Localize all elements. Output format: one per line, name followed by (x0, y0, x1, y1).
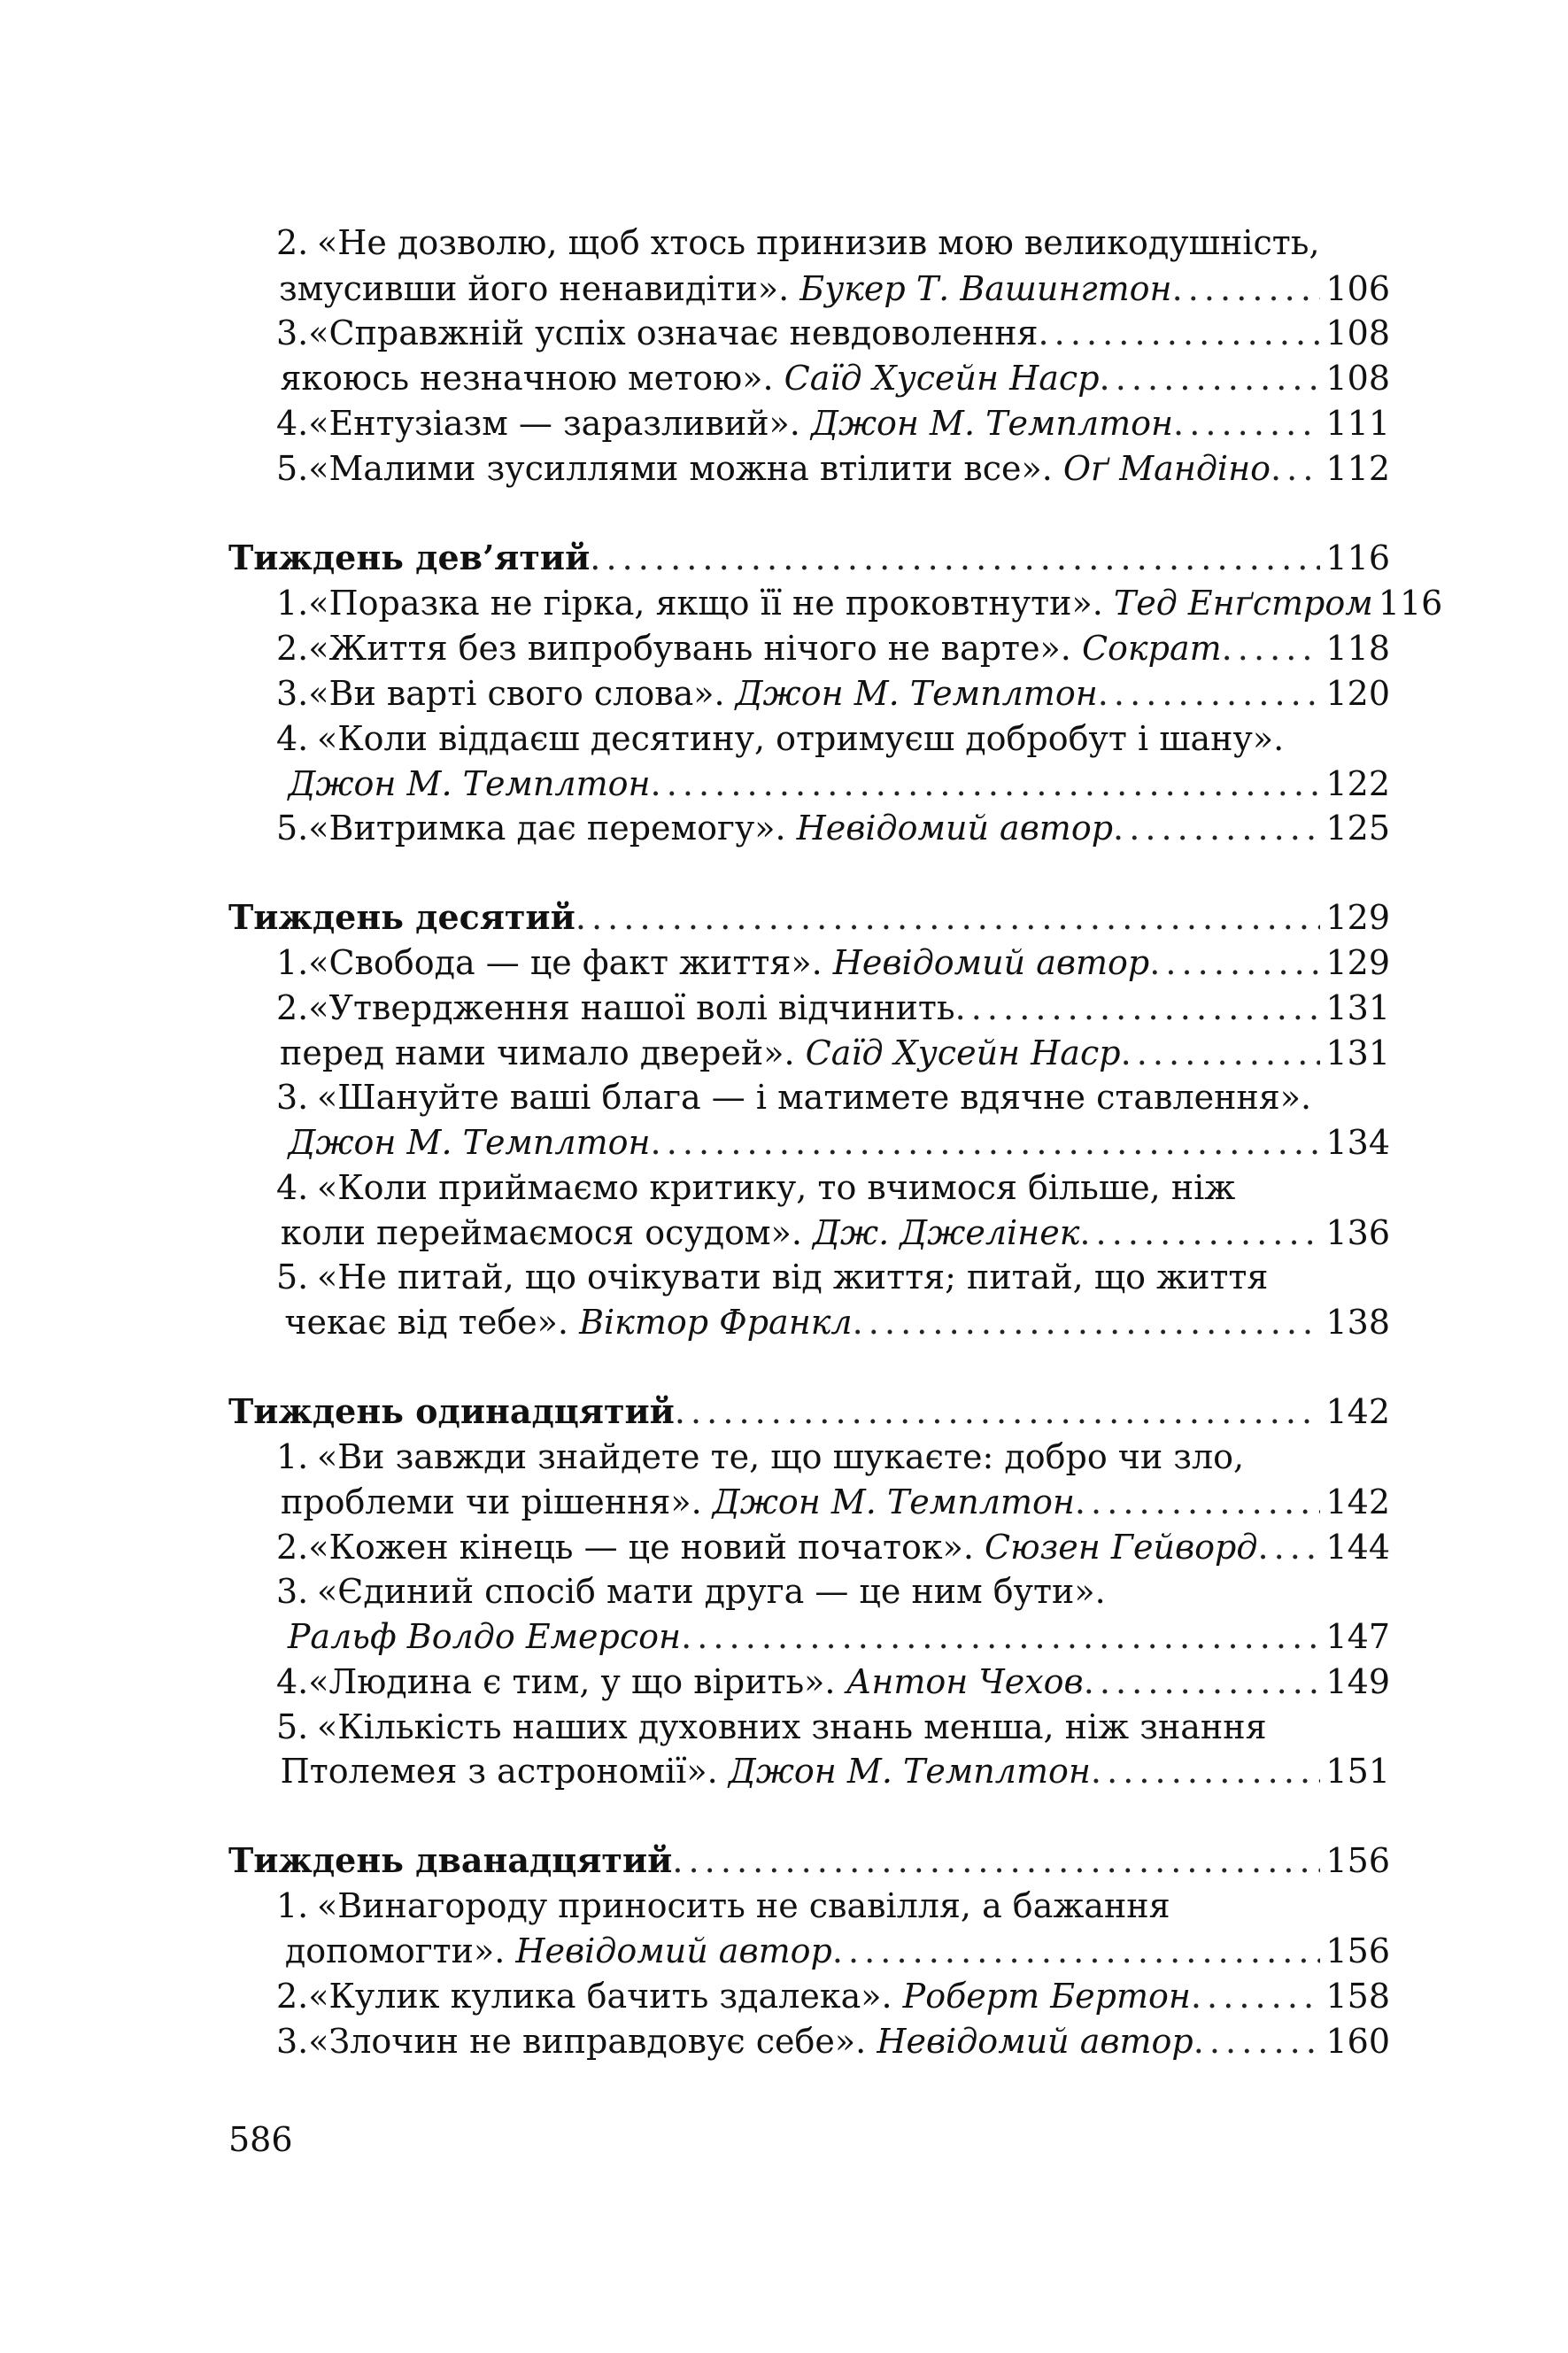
entry-text-group (281, 1748, 1091, 1794)
entry-quote: «Шануйте ваші блага — і матимете вдячне ставлення». (317, 1078, 1312, 1117)
entry-author: Тед Енґстром (1113, 584, 1373, 623)
entry-author: Оґ Мандіно (1062, 449, 1271, 488)
entry-author: Джон М. Темплтон (288, 1123, 651, 1162)
dot-leader (1039, 310, 1321, 356)
entry-page-number: 151 (1325, 1752, 1390, 1791)
toc-entry-line (276, 400, 1390, 446)
entry-text-group (308, 1659, 1083, 1705)
entry-text-group (281, 1210, 1080, 1256)
entry-text-group (317, 220, 1320, 266)
entry-page-number: 122 (1325, 764, 1390, 803)
entry-page-number: 118 (1325, 629, 1390, 668)
entry-number: 4. (276, 404, 309, 443)
toc-entry-line (276, 985, 1390, 1031)
dot-leader (1113, 805, 1320, 851)
entry-text-group (279, 266, 1172, 312)
toc-entry-line (276, 355, 1390, 401)
entry-page-number: 136 (1325, 1213, 1390, 1252)
entry-page-number: 112 (1325, 449, 1390, 488)
entry-quote: перед нами чимало дверей». (280, 1033, 806, 1072)
entry-page-number: 131 (1325, 1033, 1390, 1072)
entry-author: Саїд Хусейн Наср (784, 359, 1100, 398)
entry-text-group (288, 1119, 650, 1165)
week-title: Тиждень одинадцятий (228, 1391, 675, 1431)
entry-number: 1. (276, 1437, 309, 1476)
toc-entry-line (276, 1030, 1390, 1076)
entry-page-number: 158 (1325, 1977, 1390, 2016)
entry-page-number: 106 (1325, 269, 1390, 308)
entry-text-group (308, 805, 1113, 851)
entry-page-number: 131 (1325, 988, 1390, 1027)
entry-page-number: 138 (1325, 1303, 1390, 1342)
entry-page-number: 160 (1325, 2022, 1390, 2061)
entry-text-group (288, 1614, 681, 1660)
toc-entry-line (276, 310, 1390, 356)
toc-entry-line (276, 1659, 1390, 1705)
entry-quote: «Витримка дає перемогу». (308, 809, 797, 848)
toc-entry-line (276, 1883, 1390, 1929)
entry-quote: «Поразка не гірка, якщо її не проковтнути». (308, 584, 1114, 623)
dot-leader (1173, 400, 1320, 446)
toc-entry-line (276, 1614, 1390, 1660)
entry-text-group (308, 310, 1038, 356)
entry-author: Джон М. Темплтон (288, 764, 651, 803)
entry-author: Віктор Франкл (579, 1303, 853, 1342)
toc-entry-line (276, 1165, 1390, 1211)
toc-entry-line (276, 625, 1390, 671)
entry-author: Букер Т. Вашингтон (799, 269, 1172, 308)
entry-quote: «Кожен кінець — це новий початок». (308, 1528, 985, 1567)
entry-text-group (280, 355, 1099, 401)
entry-text-group (317, 1254, 1268, 1300)
entry-number: 2. (276, 988, 309, 1027)
entry-text-group (308, 940, 1149, 986)
entry-text-group (308, 580, 1373, 626)
page-number: 586 (228, 2120, 293, 2159)
entry-page-number: 116 (1325, 538, 1390, 577)
toc-entry-line (276, 1434, 1390, 1480)
entry-page-number: 129 (1325, 898, 1390, 937)
dot-leader (1222, 625, 1321, 671)
entry-text-group (280, 1030, 1121, 1076)
entry-author: Невідомий автор (832, 943, 1150, 982)
week-title: Тиждень дев’ятий (228, 538, 591, 577)
week-title: Тиждень дванадцятий (228, 1840, 673, 1880)
week-title: Тиждень десятий (228, 897, 575, 937)
entry-author: Джон М. Темплтон (712, 1482, 1075, 1521)
entry-quote: «Малими зусиллями можна втілити все». (308, 449, 1063, 488)
dot-leader (575, 894, 1321, 940)
entry-page-number: 156 (1325, 1931, 1390, 1970)
entry-number: 3. (276, 1572, 309, 1611)
dot-leader (651, 1119, 1321, 1165)
entry-author: Дж. Джелінек (813, 1213, 1080, 1252)
dot-leader (955, 985, 1321, 1031)
entry-quote: «Не питай, що очікувати від життя; питай, що життя (317, 1258, 1269, 1296)
entry-number: 3. (276, 313, 309, 352)
dot-leader (1100, 355, 1321, 401)
entry-text-group (308, 400, 1173, 446)
dot-leader (1079, 1210, 1320, 1256)
dot-leader (1075, 1479, 1321, 1525)
dot-leader (1149, 940, 1320, 986)
entry-number: 5. (276, 809, 309, 848)
toc-entry-line (276, 445, 1390, 491)
entry-text-group (317, 1165, 1235, 1211)
toc-entry-line (276, 1928, 1390, 1974)
entry-page-number: 149 (1325, 1662, 1390, 1701)
toc-entry-line (276, 1748, 1390, 1794)
toc-entry-line (276, 940, 1390, 986)
toc-entry-line (276, 580, 1443, 626)
entry-quote: чекає від тебе». (284, 1303, 580, 1342)
entry-text-group (284, 1299, 852, 1345)
entry-number: 1. (276, 1886, 309, 1925)
entry-quote: «Винагороду приносить не свавілля, а бажання (317, 1886, 1170, 1925)
entry-quote: «Кількість наших духовних знань менша, ніж знання (317, 1707, 1267, 1746)
toc-entry-line (276, 716, 1390, 762)
entry-number: 3. (276, 674, 309, 713)
toc-entry-line (276, 220, 1390, 266)
entry-text-group (308, 670, 1097, 716)
entry-quote: «Ви завжди знайдете те, що шукаєте: добро чи зло, (317, 1437, 1245, 1476)
entry-text-group (308, 2018, 1193, 2064)
entry-quote: «Справжній успіх означає невдоволення (308, 313, 1039, 352)
toc-week-heading (228, 894, 1390, 940)
toc-entry-line (276, 670, 1390, 716)
dot-leader (1121, 1030, 1321, 1076)
entry-quote: проблеми чи рішення». (280, 1482, 713, 1521)
entry-author: Антон Чехов (846, 1662, 1084, 1701)
dot-leader (1271, 445, 1320, 491)
dot-leader (672, 1838, 1320, 1884)
entry-quote: «Коли приймаємо критику, то вчимося більше, ніж (317, 1168, 1236, 1207)
entry-text-group (308, 985, 954, 1031)
entry-quote: Птолемея з астрономії». (280, 1752, 729, 1791)
entry-quote: «Людина є тим, у що вірить». (308, 1662, 846, 1701)
entry-author: Саїд Хусейн Наср (805, 1033, 1121, 1072)
entry-page-number: 108 (1325, 359, 1390, 398)
entry-author: Джон М. Темплтон (735, 674, 1098, 713)
entry-text-group (308, 1524, 1257, 1570)
toc-entry-line (276, 1074, 1390, 1120)
entry-number: 1. (276, 943, 309, 982)
entry-text-group (317, 716, 1284, 762)
toc-entry-line (276, 1299, 1390, 1345)
entry-page-number: 125 (1325, 809, 1390, 848)
toc-week-heading (228, 535, 1390, 581)
entry-quote: якоюсь незначною метою». (280, 359, 784, 398)
entry-author: Джон М. Темплтон (728, 1752, 1091, 1791)
entry-text-group (317, 1704, 1267, 1750)
entry-number: 2. (276, 629, 309, 668)
toc-entry-line (276, 1704, 1390, 1750)
dot-leader (1091, 1748, 1321, 1794)
entry-author: Ральф Волдо Емерсон (287, 1617, 682, 1656)
entry-page-number: 142 (1325, 1392, 1390, 1431)
entry-text-group (317, 1434, 1244, 1480)
entry-page-number: 108 (1325, 313, 1390, 352)
entry-author: Невідомий автор (796, 809, 1114, 848)
toc-entry-line (276, 1568, 1390, 1614)
entry-number: 4. (276, 1662, 309, 1701)
entry-quote: «Ентузіазм — заразливий». (308, 404, 811, 443)
entry-quote: «Утвердження нашої волі відчинить (308, 988, 955, 1027)
toc-entry-line (276, 1524, 1390, 1570)
entry-page-number: 129 (1325, 943, 1390, 982)
entry-number: 5. (276, 449, 309, 488)
dot-leader (1191, 1973, 1321, 2019)
entry-text-group (317, 1568, 1106, 1614)
toc-entry-line (276, 1479, 1390, 1525)
entry-number: 4. (276, 719, 309, 758)
entry-text-group (281, 1479, 1075, 1525)
entry-page-number: 156 (1325, 1841, 1390, 1880)
dot-leader (832, 1928, 1321, 1974)
entry-quote: допомогти». (284, 1931, 516, 1970)
toc-entry-line (276, 1973, 1390, 2019)
entry-page-number: 120 (1325, 674, 1390, 713)
toc-week-heading (228, 1838, 1390, 1884)
entry-text-group (317, 1074, 1311, 1120)
entry-author: Невідомий автор (515, 1931, 832, 1970)
entry-number: 4. (276, 1168, 309, 1207)
entry-quote: «Ви варті свого слова». (308, 674, 736, 713)
entry-page-number: 116 (1378, 584, 1443, 623)
entry-author: Роберт Бертон (902, 1977, 1191, 2016)
entry-number: 3. (276, 2022, 309, 2061)
entry-number: 2. (276, 1528, 309, 1567)
entry-page-number: 144 (1325, 1528, 1390, 1567)
entry-author: Джон М. Темплтон (810, 404, 1174, 443)
entry-text-group (288, 761, 650, 807)
dot-leader (1257, 1524, 1320, 1570)
entry-author: Невідомий автор (877, 2022, 1193, 2061)
dot-leader (1172, 266, 1321, 312)
entry-quote: змусивши його ненавидіти». (278, 269, 800, 308)
entry-page-number: 142 (1325, 1482, 1390, 1521)
toc-entry-line (276, 1210, 1390, 1256)
entry-number: 1. (276, 584, 309, 623)
dot-leader (681, 1614, 1320, 1660)
entry-text-group (308, 445, 1271, 491)
dot-leader (1098, 670, 1321, 716)
dot-leader (1193, 2018, 1321, 2064)
dot-leader (675, 1389, 1321, 1435)
entry-author: Сюзен Гейворд (985, 1528, 1258, 1567)
entry-quote: «Єдиний спосіб мати друга — це ним бути». (317, 1572, 1106, 1611)
entry-page-number: 147 (1325, 1617, 1390, 1656)
entry-quote: «Злочин не виправдовує себе». (308, 2022, 877, 2061)
entry-quote: коли переймаємося осудом». (280, 1213, 813, 1252)
dot-leader (1084, 1659, 1321, 1705)
entry-quote: «Не дозволю, щоб хтось принизив мою великодушність, (317, 223, 1320, 262)
entry-text-group (285, 1928, 832, 1974)
dot-leader (590, 535, 1320, 581)
entry-number: 5. (276, 1707, 309, 1746)
entry-author: Сократ (1081, 629, 1222, 668)
toc-entry-line (276, 805, 1390, 851)
entry-text-group (308, 625, 1221, 671)
entry-quote: «Кулик кулика бачить здалека». (308, 1977, 903, 2016)
dot-leader (651, 761, 1321, 807)
entry-quote: «Коли віддаєш десятину, отримуєш добробут і шану». (317, 719, 1285, 758)
entry-quote: «Свобода — це факт життя». (308, 943, 833, 982)
entry-text-group (317, 1883, 1170, 1929)
entry-page-number: 134 (1325, 1123, 1390, 1162)
entry-number: 2. (276, 223, 309, 262)
entry-quote: «Життя без випробувань нічого не варте». (308, 629, 1082, 668)
toc-entry-line (276, 2018, 1390, 2064)
toc-week-heading (228, 1389, 1390, 1435)
entry-number: 2. (276, 1977, 309, 2016)
entry-number: 3. (276, 1078, 309, 1117)
entry-page-number: 111 (1325, 404, 1390, 443)
entry-text-group (308, 1973, 1191, 2019)
toc-entry-line (276, 1119, 1390, 1165)
dot-leader (853, 1299, 1321, 1345)
entry-number: 5. (276, 1258, 309, 1296)
toc-entry-line (276, 761, 1390, 807)
toc-entry-line (276, 266, 1390, 312)
toc-entry-line (276, 1254, 1390, 1300)
